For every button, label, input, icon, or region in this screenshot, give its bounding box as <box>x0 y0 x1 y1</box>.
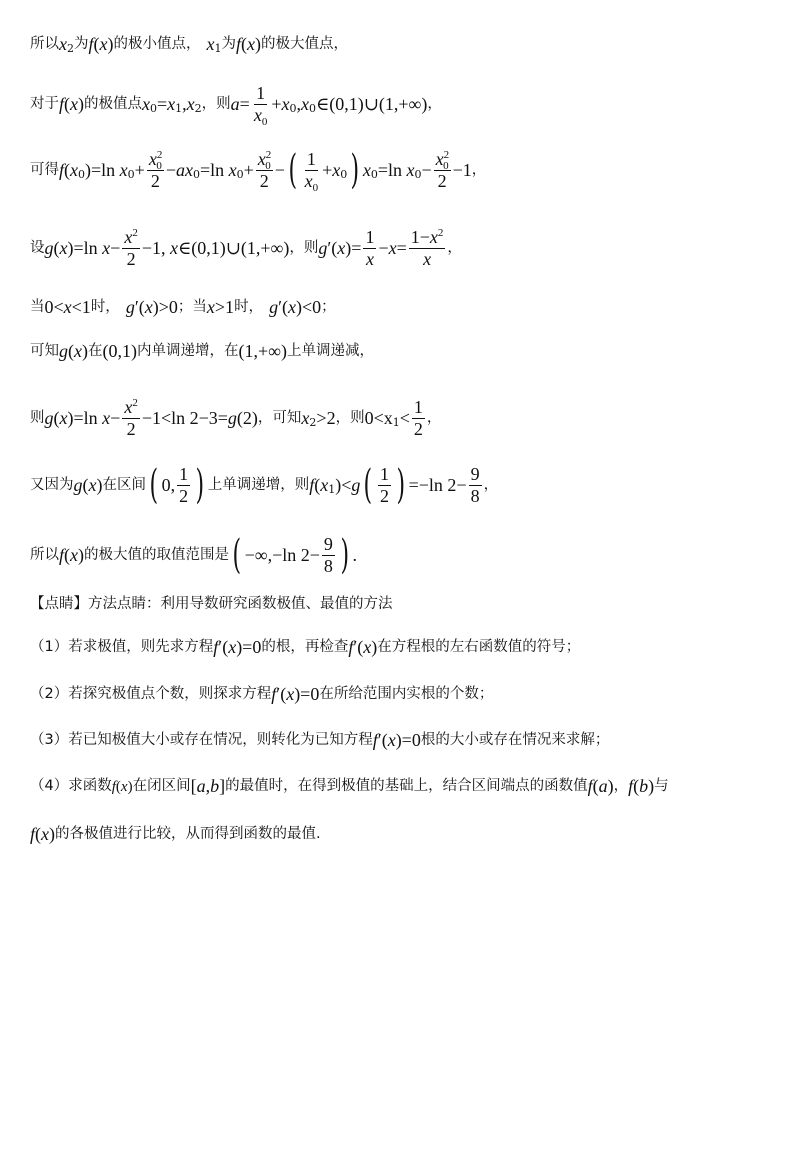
line-6: 可知 g ( x ) 在 (0,1) 内单调递增，在 (1,+∞) 上单调递减， <box>30 341 374 361</box>
line-7: 则 g ( x )=ln x − $\frac{x^2}{2}$ −1<ln 2−3= g (2) ，可知 x 2 >2 ，则 0<x 1 < $\frac{1}{2}$ ， <box>30 397 442 439</box>
line-13: （3）若已知极值大小或存在情况，则转化为已知方程 f ′( x )=0 根的大小或存在情况来求解； <box>30 730 610 750</box>
line-11: （1）若求极值，则先求方程 f ′( x )=0 的根，再检查 f ′( x ) 在方程根的左右函数值的符号； <box>30 637 581 657</box>
line-12: （2）若探究极值点个数，则探求方程 f ′( x )=0 在所给范围内实根的个数； <box>30 684 494 704</box>
line-4: 设 g ( x )=ln x − $\frac{x^2}{2}$ −1, x ∈(0,1)∪(1,+∞) ，则 g ′( x )= $\frac{1}{x}$ − x = $\frac{1-x^2}{x}$ ， <box>30 227 462 269</box>
method-heading: 【点睛】方法点睛：利用导数研究函数极值、最值的方法 <box>30 596 393 612</box>
line-5: 当 0< x <1 时， g ′( x )>0 ；当 x >1 时， g ′( x )<0 ； <box>30 297 336 317</box>
line-8: 又因为 g ( x ) 在区间 ( 0, $\frac{1}{2}$ ) 上单调递增，则 f ( x 1 )< g ( $\frac{1}{2}$ ) =−ln 2− $\frac{9}{8}$ ， <box>30 462 499 509</box>
line-9: 所以 f ( x ) 的极大值的取值范围是 ( −∞,−ln 2− $\frac{9}{8}$ ) . <box>30 532 358 579</box>
line-15: f ( x ) 的各极值进行比较，从而得到函数的最值. <box>30 824 321 844</box>
line-1: 所以 x 2 为 f ( x ) 的极小值点， x 1 为 f ( x ) 的极大值点， <box>30 34 349 56</box>
line-14: （4）求函数 f ( x ) 在闭区间 [ a , b ] 的最值时，在得到极值的基础上，结合区间端点的函数值 f ( a ) ， f ( b ) 与 <box>30 776 669 796</box>
line-3: 可得 f ( x 0 )=ln x 0 + $\frac{x^2_0}{2}$ − ax 0 =ln x 0 + $\frac{x^2_0}{2}$ − ( $\frac{1}{x_0}$ + x 0 ) x 0 =ln x 0 − $\frac{x^2_0}{2}$ −1 ， <box>30 147 487 194</box>
line-10 <box>30 596 780 613</box>
line-2: 对于 f ( x ) 的极值点 x 0 = x 1 , x 2 ，则 a = $\frac{1}{x_0}$ + x 0 , x 0 ∈(0,1)∪(1,+∞) ， <box>30 83 442 128</box>
